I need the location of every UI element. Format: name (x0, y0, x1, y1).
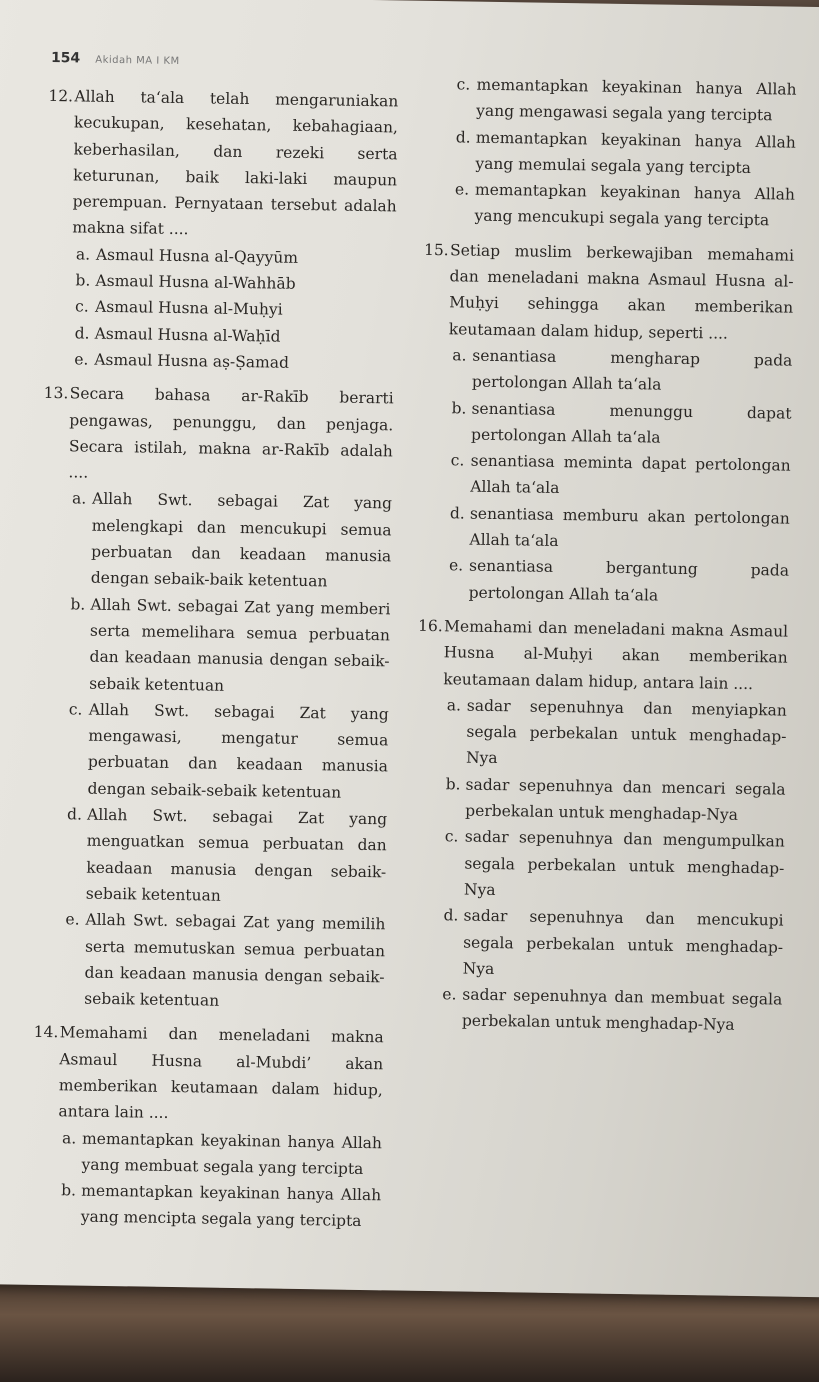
option-list (70, 241, 396, 378)
option-text: Allah Swt. sebagai Zat yang memilih serta memutuskan semua perbuatan dan keadaan manusia dengan sebaik-sebaik ketentuan (84, 910, 386, 1010)
option-list (60, 486, 392, 1017)
option-letter: b. (451, 398, 467, 418)
option-text: Allah Swt. sebagai Zat yang menguatkan semua perbuatan dan keadaan manusia dengan sebaik-sebaik ketentuan (85, 805, 388, 905)
option-d (62, 801, 388, 911)
question-number: 15. (423, 240, 449, 260)
option-list (438, 692, 787, 1039)
option-a (442, 692, 787, 776)
option-letter: d. (449, 504, 465, 523)
option-letter: b. (75, 271, 91, 290)
option-text: memantapkan keyakinan hanya Allah yang membuat segala yang tercipta (81, 1129, 383, 1178)
question-text: Allah ta‘ala telah mengaruniakan kecukupan, kesehatan, kebahagiaan, keberhasilan, dan rezeki serta keturunan, baik laki-laki maupun perempuan. Pernyataan tersebut adalah makna sifat .... (72, 87, 399, 239)
option-letter: a. (61, 1128, 77, 1148)
option-c (452, 71, 797, 129)
question-text: Secara bahasa ar-Rakīb berarti pengawas, penunggu, dan penjaga. Secara istilah, makna ar-Rakīb adalah .... (68, 384, 394, 482)
option-letter: c. (444, 827, 459, 846)
option-letter: c. (456, 75, 471, 94)
option-text: memantapkan keyakinan hanya Allah yang memulai segala yang tercipta (475, 128, 796, 177)
option-letter: d. (74, 324, 90, 343)
option-e (60, 906, 386, 1016)
option-letter: e. (442, 985, 457, 1004)
option-list (450, 71, 796, 234)
option-letter: b. (70, 594, 86, 614)
option-c (440, 823, 785, 907)
option-c (446, 447, 791, 505)
question-text: Memahami dan meneladani makna Asmaul Husna al-Mubdi’ akan memberikan keutamaan dalam hidup, antara lain .... (58, 1023, 384, 1123)
option-letter: a. (452, 346, 467, 365)
option-d (445, 500, 790, 558)
question-14-continued (424, 71, 796, 235)
page-number: 154 (50, 49, 81, 67)
option-text: senantiasa bergantung pada pertolongan Allah ta‘ala (468, 556, 790, 605)
option-letter: d. (443, 906, 459, 925)
page-header (51, 47, 180, 68)
question-number: 16. (417, 616, 443, 636)
option-letter: a. (446, 696, 462, 715)
option-text: Asmaul Husna aṣ-Ṣamad (94, 350, 290, 372)
option-text: sadar sepenuhnya dan mencari segala perbekalan untuk menghadap-Nya (465, 775, 786, 824)
option-letter: d. (455, 127, 471, 147)
question-text: Setiap muslim berkewajiban memahami dan meneladani makna Asmaul Husna al-Muḥyi sehingga akan memberikan keutamaan dalam hidup, seperti .... (448, 241, 795, 343)
option-d (451, 124, 796, 182)
option-letter: b. (445, 774, 461, 794)
option-text: sadar sepenuhnya dan mengumpulkan segala perbekalan untuk menghadap-Nya (463, 827, 785, 899)
question-15 (418, 237, 794, 611)
option-text: senantiasa menunggu dapat pertolongan Allah ta‘ala (470, 399, 792, 447)
option-letter: e. (454, 180, 470, 199)
option-text: Allah Swt. sebagai Zat yang melengkapi dan mencukupi semua perbuatan dan keadaan manusia dengan sebaik-baik ketentuan (90, 490, 393, 591)
option-text: memantapkan keyakinan hanya Allah yang mencukupi segala yang tercipta (474, 180, 796, 230)
option-e (450, 176, 795, 234)
option-a (57, 1125, 382, 1183)
question-16 (412, 613, 789, 1040)
option-text: memantapkan keyakinan hanya Allah yang mengawasi segala yang tercipta (476, 75, 797, 125)
option-c (63, 696, 389, 806)
option-text: Allah Swt. sebagai Zat yang memberi serta memelihara semua perbuatan dan keadaan manusia dengan sebaik-sebaik ketentuan (89, 595, 391, 695)
book-title: Akidah MA I KM (95, 54, 180, 67)
option-letter: b. (61, 1181, 77, 1200)
right-column (412, 71, 797, 1039)
option-text: senantiasa mengharap pada pertolongan Allah ta‘ala (471, 346, 793, 394)
option-e (444, 553, 789, 611)
option-text: Asmaul Husna al-Qayyūm (95, 245, 299, 267)
option-e (70, 346, 394, 377)
option-text: Asmaul Husna al-Wahhāb (95, 271, 296, 293)
option-text: sadar sepenuhnya dan menyiapkan segala perbekalan untuk menghadap-Nya (465, 696, 787, 768)
left-column (31, 83, 399, 1235)
option-list (444, 342, 792, 610)
option-letter: e. (74, 350, 89, 369)
question-12 (44, 83, 399, 378)
question-text: Memahami dan meneladani makna Asmaul Husna al-Muḥyi akan memberikan keutamaan dalam hidup, antara lain .... (443, 617, 789, 693)
option-text: Allah Swt. sebagai Zat yang mengawasi, mengatur semua perbuatan dan keadaan manusia dengan sebaik-sebaik ketentuan (87, 700, 389, 802)
option-text: memantapkan keyakinan hanya Allah yang mencipta segala yang tercipta (80, 1181, 382, 1231)
option-text: sadar sepenuhnya dan membuat segala perbekalan untuk menghadap-Nya (461, 985, 783, 1035)
option-text: Asmaul Husna al-Muḥyi (94, 298, 283, 320)
question-13 (34, 380, 394, 1017)
option-text: senantiasa meminta dapat pertolongan Allah ta‘ala (470, 451, 791, 498)
question-number: 12. (48, 86, 74, 106)
option-letter: a. (71, 489, 87, 509)
option-a (448, 342, 793, 400)
option-letter: a. (75, 245, 91, 264)
option-text: senantiasa memburu akan pertolongan Allah ta‘ala (469, 504, 791, 551)
option-text: sadar sepenuhnya dan mencukupi segala perbekalan untuk menghadap-Nya (462, 906, 784, 978)
option-text: Asmaul Husna al-Waḥīd (94, 324, 281, 346)
option-letter: d. (66, 805, 83, 824)
option-letter: e. (65, 910, 80, 929)
question-number: 13. (43, 384, 69, 403)
option-letter: e. (448, 556, 464, 575)
option-b (447, 395, 792, 453)
option-letter: c. (74, 297, 89, 316)
question-14 (31, 1019, 384, 1235)
option-b (65, 591, 391, 701)
question-number: 14. (33, 1023, 59, 1042)
option-letter: c. (68, 700, 83, 719)
option-b (57, 1177, 382, 1235)
option-list (57, 1125, 383, 1235)
option-d (439, 902, 784, 986)
option-letter: c. (450, 451, 465, 470)
option-a (67, 486, 393, 596)
option-b (441, 771, 786, 829)
option-e (438, 981, 783, 1039)
